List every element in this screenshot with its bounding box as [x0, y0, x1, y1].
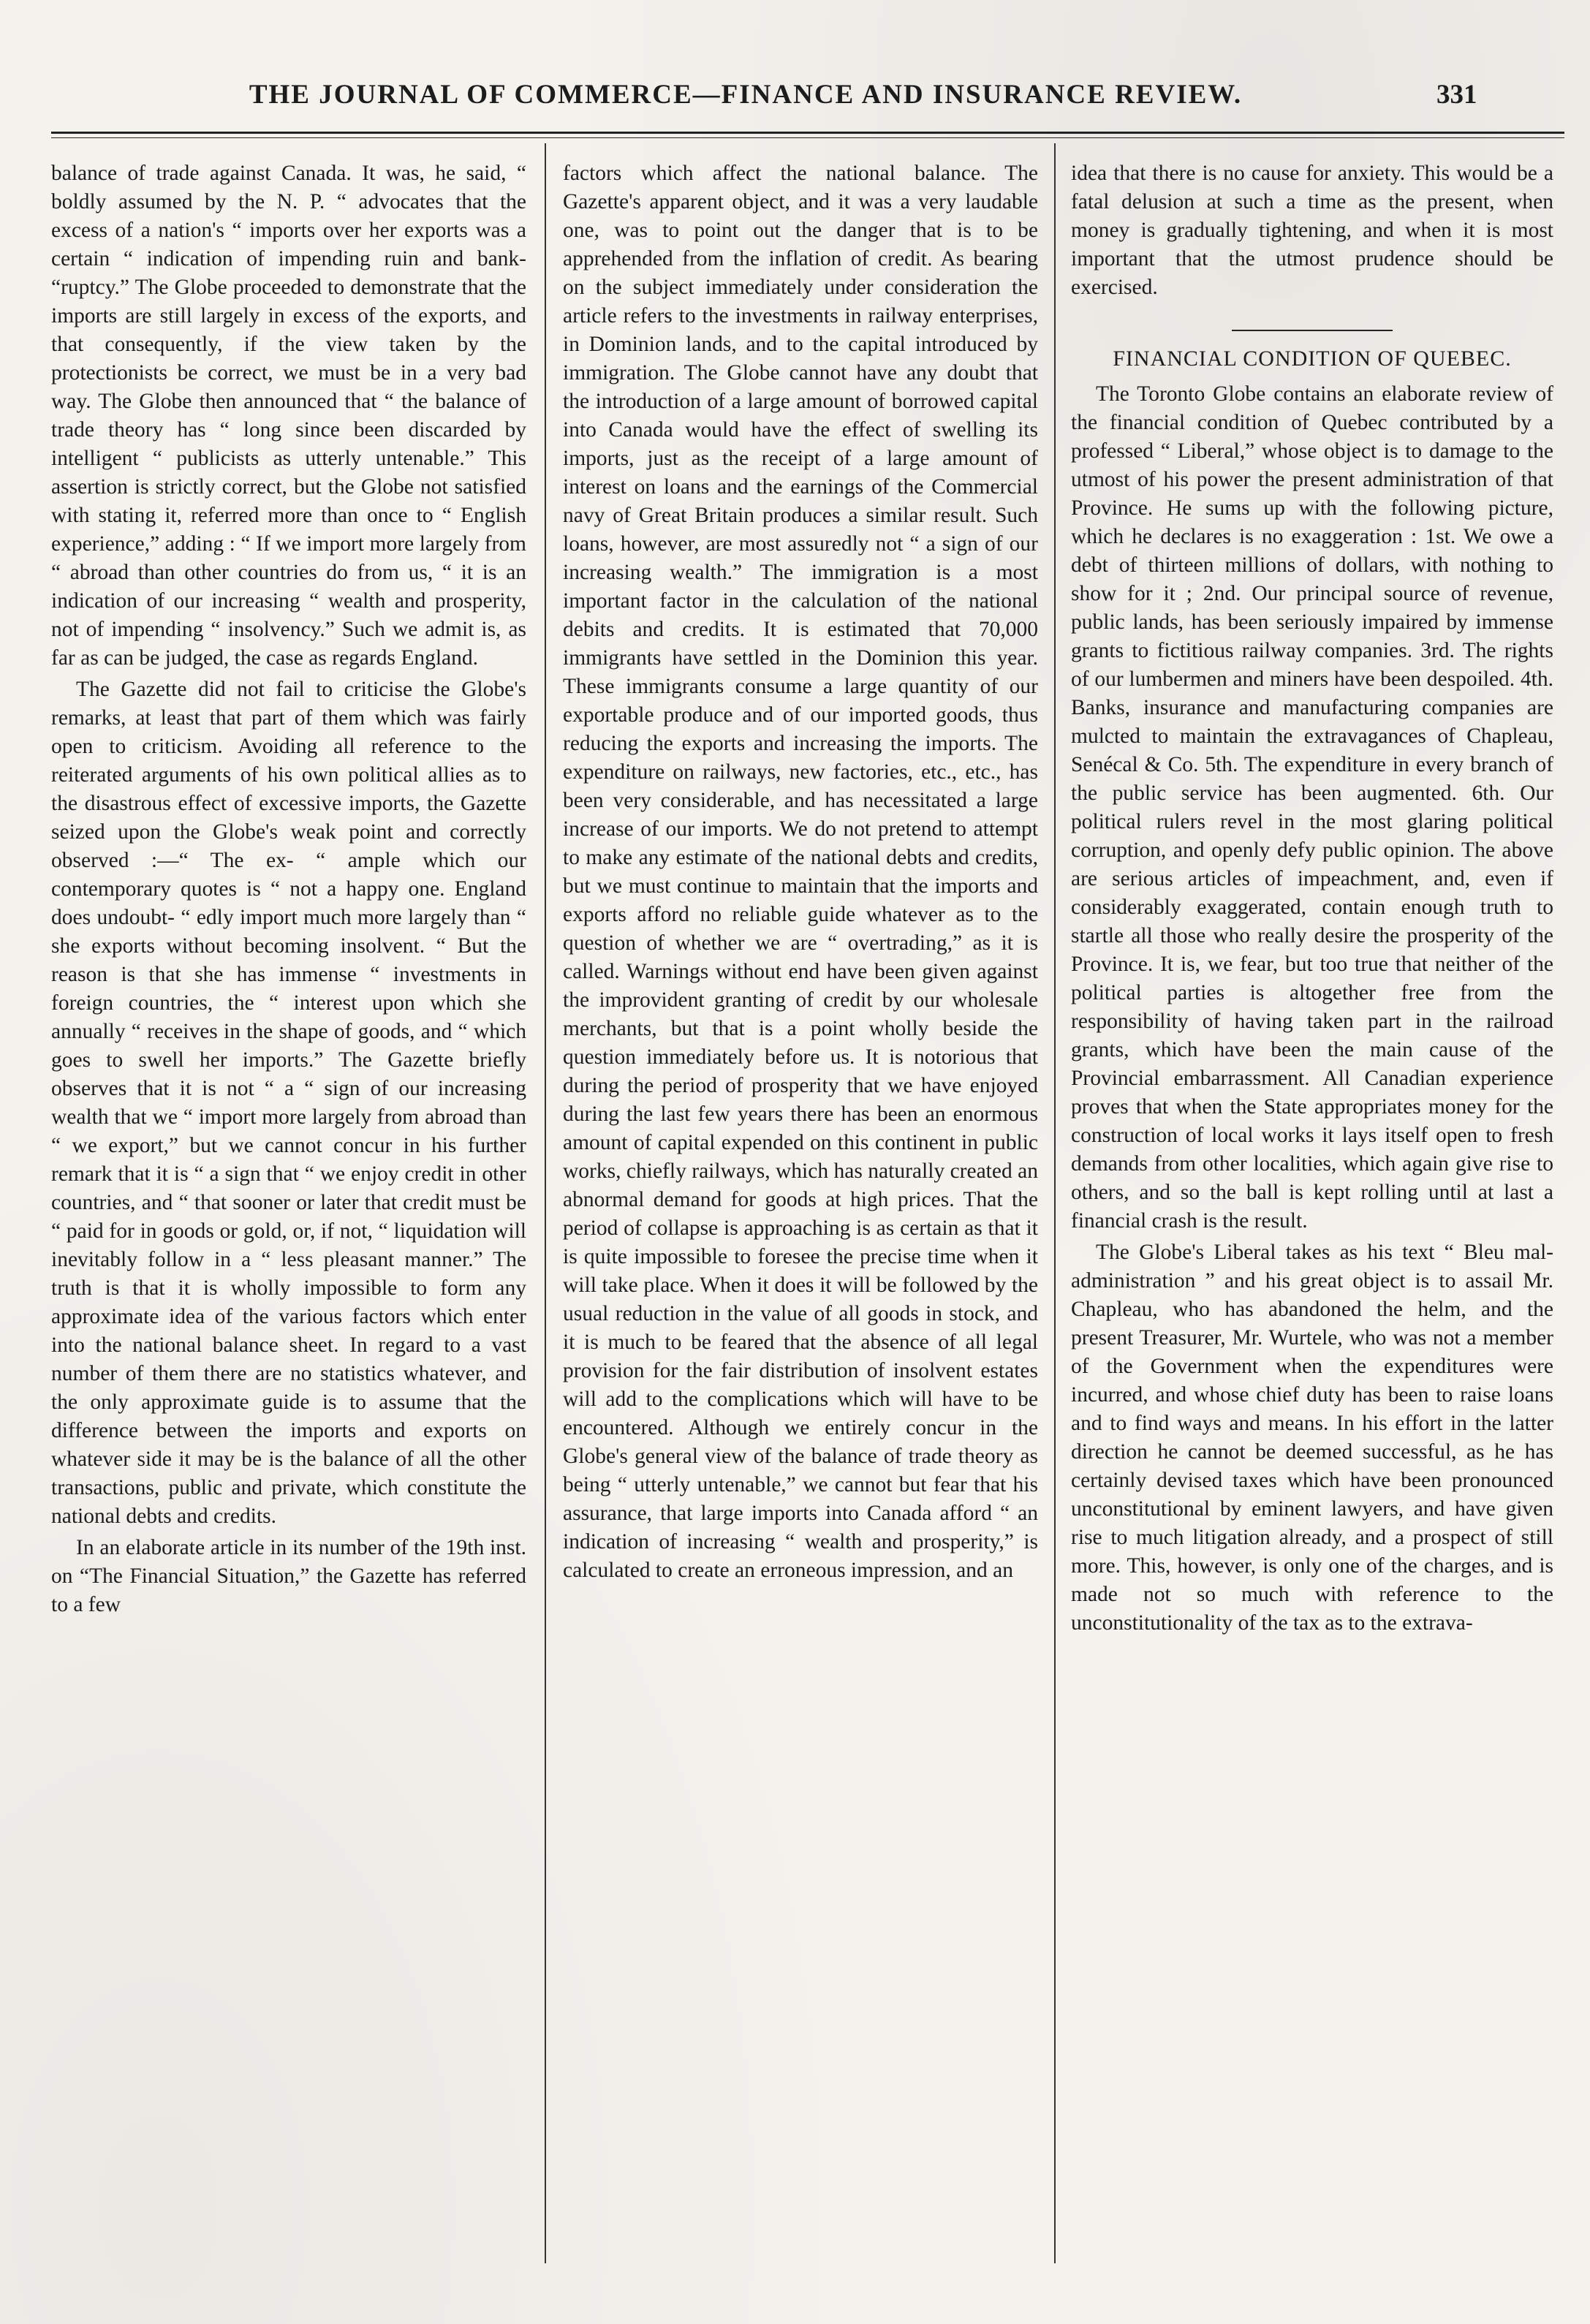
- paragraph: balance of trade against Canada. It was, he said, “ boldly assumed by the N. P. “ advocates that the excess of a nation's “ imports over her exports was a certain “ indication of impending ruin and bank- “ruptcy.” The Globe proceeded to demonstrate that the imports are still largely in excess of the exports, and that consequently, if the view taken by the protectionists be correct, we must be in a very bad way. The Globe then announced that “ the balance of trade theory has “ long since been discarded by intelligent “ publicists as utterly untenable.” This assertion is strictly correct, but the Globe not satisfied with stating it, referred more than once to “ English experience,” adding : “ If we import more largely from “ abroad than other countries do from us, “ it is an indication of our increasing “ wealth and prosperity, not of impending “ insolvency.” Such we admit is, as far as can be judged, the case as regards England.: [51, 162, 526, 670]
- article-column-2: [563, 159, 1038, 1588]
- header-rule: [51, 132, 1564, 134]
- article-column-3: [1071, 159, 1553, 1640]
- page-header: [0, 79, 1590, 123]
- paragraph: In an elaborate article in its number of the 19th inst. on “The Financial Situation,” the Gazette has referred to a few: [51, 1536, 526, 1616]
- section-heading: FINANCIAL CONDITION OF QUEBEC.: [1113, 347, 1512, 371]
- paragraph: The Globe's Liberal takes as his text “ Bleu mal-administration ” and his great object is to assail Mr. Chapleau, who has abandoned the helm, and the present Treasurer, Mr. Wurtele, who was not a member of the Government when the expenditures were incurred, and whose chief duty has been to raise loans and to find ways and means. In his effort in the latter direction he cannot be deemed successful, as he has certainly devised taxes which have been pronounced unconstitutional by eminent lawyers, and have given rise to much litigation already, and a prospect of still more. This, however, is only one of the charges, and is made not so much with reference to the unconstitutionality of the tax as to the extrava-: [1071, 1241, 1553, 1635]
- column-divider: [1054, 143, 1056, 2263]
- paragraph: idea that there is no cause for anxiety. This would be a fatal delusion at such a time as the present, when money is gradually tightening, and when it is most important that the utmost prudence should be exercised.: [1071, 162, 1553, 299]
- article-column-1: [51, 159, 526, 1622]
- header-rule-thin: [51, 137, 1564, 138]
- paragraph: The Toronto Globe contains an elaborate review of the financial condition of Quebec contributed by a professed “ Liberal,” whose object is to damage to the utmost of his power the present administration of that Province. He sums up with the following picture, which he declares is no exaggeration : 1st. We owe a debt of thirteen millions of dollars, with nothing to show for it ; 2nd. Our principal source of revenue, public lands, has been seriously impaired by immense grants to fictitious railway companies. 3rd. The rights of our lumbermen and miners have been despoiled. 4th. Banks, insurance and manufacturing companies are mulcted to maintain the extravagances of Chapleau, Senécal & Co. 5th. The expenditure in every branch of the public service has been augmented. 6th. Our political rulers revel in the most glaring political corruption, and openly defy public opinion. The above are serious articles of impeachment, and, even if considerably exaggerated, contain enough truth to startle all those who really desire the prosperity of the Province. It is, we fear, but too true that neither of the political parties is altogether free from the responsibility of having taken part in the railroad grants, which have been the main cause of the Provincial embarrassment. All Canadian experience proves that when the State appropriates money for the construction of local works it lays itself open to fresh demands from other localities, which again give rise to others, and so the ball is kept rolling until at last a financial crash is the result.: [1071, 382, 1553, 1233]
- section-divider: [1232, 330, 1393, 331]
- paragraph: factors which affect the national balance. The Gazette's apparent object, and it was a very laudable one, was to point out the danger that is to be apprehended from the inflation of credit. As bearing on the subject immediately under consideration the article refers to the investments in railway enterprises, in Dominion lands, and to the capital introduced by immigration. The Globe cannot have any doubt that the introduction of a large amount of borrowed capital into Canada would have the effect of swelling its imports, just as the receipt of a large amount of interest on loans and the earnings of the Commercial navy of Great Britain produces a similar result. Such loans, however, are most assuredly not “ a sign of our increasing wealth.” The immigration is a most important factor in the calculation of the national debits and credits. It is estimated that 70,000 immigrants have settled in the Dominion this year. These immigrants consume a large quantity of our exportable produce and of our imported goods, thus reducing the exports and increasing the imports. The expenditure on railways, new factories, etc., etc., has been very considerable, and has necessitated a large increase of our imports. We do not pretend to attempt to make any estimate of the national debts and credits, but we must continue to maintain that the imports and exports afford no reliable guide whatever as to the question of whether we are “ overtrading,” as it is called. Warnings without end have been given against the improvident granting of credit by our wholesale merchants, but that is a point wholly beside the question immediately before us. It is notorious that during the period of prosperity that we have enjoyed during the last few years there has been an enormous amount of capital expended on this continent in public works, chiefly railways, which has naturally created an abnormal demand for goods at high prices. That the period of collapse is approaching is as certain as that it is quite impossible to foresee the precise time when it will take place. When it does it will be followed by the usual reduction in the value of all goods in stock, and it is much to be feared that the absence of all legal provision for the fair distribution of insolvent estates will add to the complications which will have to be encountered. Although we entirely concur in the Globe's general view of the balance of trade theory as being “ utterly untenable,” we cannot but fear that his assurance, that large imports into Canada afford “ an indication of increasing “ wealth and prosperity,” is calculated to create an erroneous impression, and an: [563, 162, 1038, 1582]
- column-divider: [545, 143, 546, 2263]
- paragraph: The Gazette did not fail to criticise the Globe's remarks, at least that part of them which was fairly open to criticism. Avoiding all reference to the reiterated arguments of his own political allies as to the disastrous effect of excessive imports, the Gazette seized upon the Globe's weak point and correctly observed :—“ The ex- “ ample which our contemporary quotes is “ not a happy one. England does undoubt- “ edly import much more largely than “ she exports without becoming insolvent. “ But the reason is that she has immense “ investments in foreign countries, the “ interest upon which she annually “ receives in the shape of goods, and “ which goes to swell her imports.” The Gazette briefly observes that it is not “ a “ sign of our increasing wealth that we “ import more largely from abroad than “ we export,” but we cannot concur in his further remark that it is “ a sign that “ we enjoy credit in other countries, and “ that sooner or later that credit must be “ paid for in goods or gold, or, if not, “ liquidation will inevitably follow in a “ less pleasant manner.” The truth is that it is wholly impossible to form any approximate idea of the various factors which enter into the national balance sheet. In regard to a vast number of them there are no statistics whatever, and the only approximate guide is to assume that the difference between the imports and exports on whatever side it may be is the balance of all the other transactions, public and private, which constitute the national debts and credits.: [51, 678, 526, 1528]
- running-title: THE JOURNAL OF COMMERCE—FINANCE AND INSURANCE REVIEW.: [249, 80, 1243, 110]
- page-number: 331: [1436, 80, 1477, 110]
